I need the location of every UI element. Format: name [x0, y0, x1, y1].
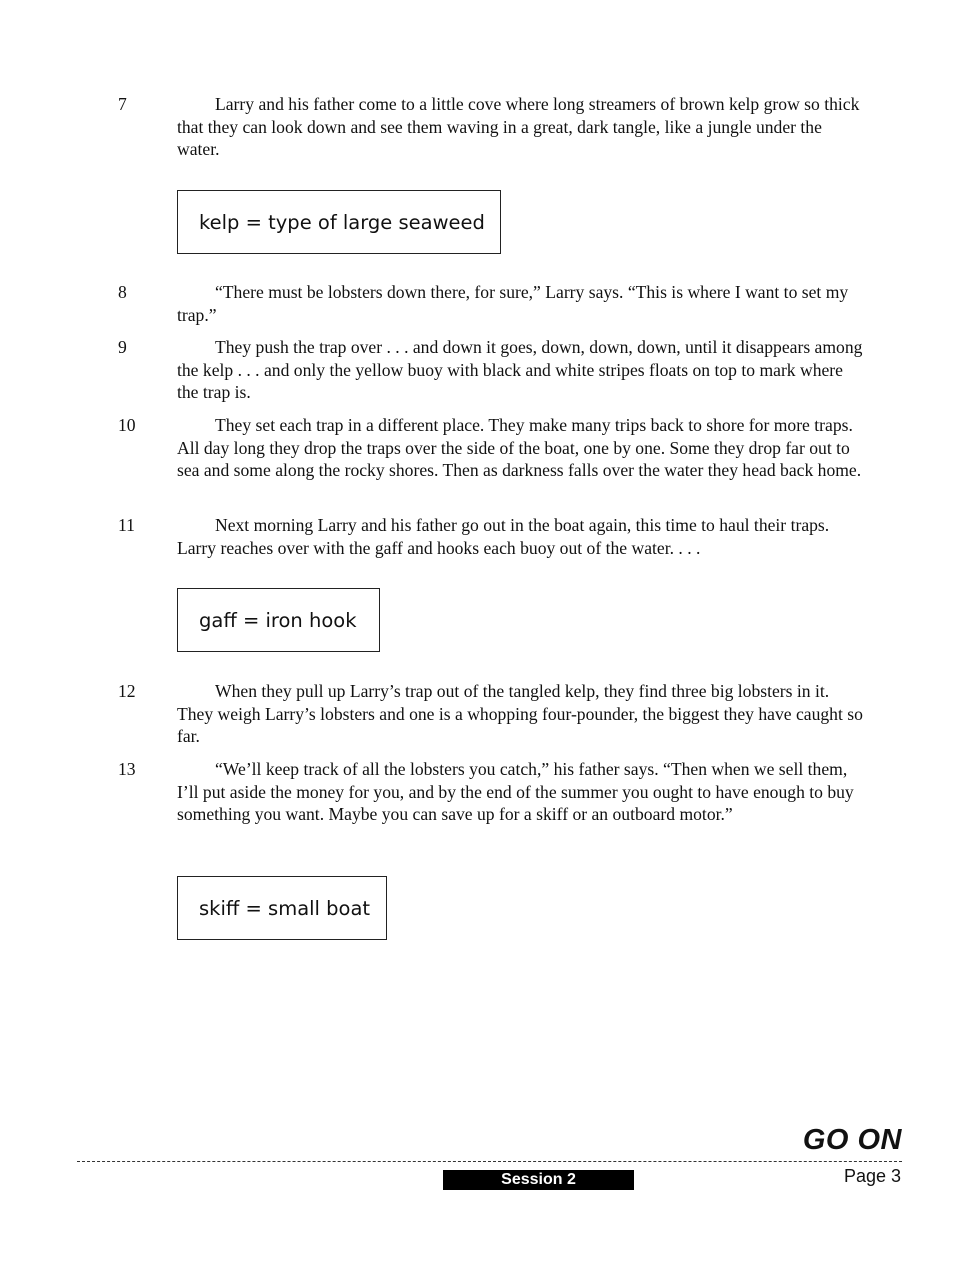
paragraph-number: 10 — [118, 415, 136, 435]
paragraph-9 — [118, 336, 878, 404]
paragraph-text: “There must be lobsters down there, for sure,” Larry says. “This is where I want to set my trap.” — [177, 282, 849, 325]
paragraph-text: “We’ll keep track of all the lobsters you catch,” his father says. “Then when we sell them, I’ll put aside the money for you, and by the end of the summer you ought to have enough to buy something you want. Maybe you can save up for a skiff or an outboard motor.” — [177, 759, 854, 825]
paragraph-text: They set each trap in a different place. They make many trips back to shore for more traps. All day long they drop the traps over the side of the boat, one by one. Some they drop far out to sea and some along the rocky shores. Then as darkness falls over the water they head back home. — [177, 415, 862, 481]
paragraph-number: 12 — [118, 681, 136, 701]
paragraph-7 — [118, 93, 878, 161]
paragraph-12 — [118, 680, 878, 748]
page-number: Page 3 — [843, 1166, 901, 1186]
footer-divider — [77, 1161, 902, 1162]
glossary-box-skiff — [177, 876, 387, 940]
glossary-text: gaff = iron hook — [199, 608, 357, 632]
session-badge: Session 2 — [443, 1170, 634, 1190]
paragraph-number: 11 — [118, 515, 135, 535]
paragraph-10 — [118, 414, 878, 482]
go-on-label: GO ON — [802, 1124, 902, 1156]
paragraph-13 — [118, 758, 878, 826]
paragraph-number: 7 — [118, 94, 127, 114]
paragraph-number: 13 — [118, 759, 136, 779]
paragraph-text: Next morning Larry and his father go out in the boat again, this time to haul their traps. Larry reaches over with the gaff and hooks each buoy out of the water. . . . — [177, 515, 830, 558]
glossary-text: skiff = small boat — [199, 896, 371, 920]
glossary-box-gaff — [177, 588, 380, 652]
paragraph-8 — [118, 281, 878, 326]
paragraph-text: Larry and his father come to a little cove where long streamers of brown kelp grow so thick that they can look down and see them waving in a great, dark tangle, like a jungle under the water. — [177, 94, 860, 160]
paragraph-number: 9 — [118, 337, 127, 357]
paragraph-text: When they pull up Larry’s trap out of the tangled kelp, they find three big lobsters in it. They weigh Larry’s lobsters and one is a whopping four-pounder, the biggest they have caught so far. — [177, 681, 863, 747]
paragraph-number: 8 — [118, 282, 127, 302]
paragraph-text: They push the trap over . . . and down it goes, down, down, down, until it disappears among the kelp . . . and only the yellow buoy with black and white stripes floats on top to mark where the trap is. — [177, 337, 863, 403]
glossary-box-kelp — [177, 190, 501, 254]
paragraph-11 — [118, 514, 878, 559]
glossary-text: kelp = type of large seaweed — [199, 210, 485, 234]
